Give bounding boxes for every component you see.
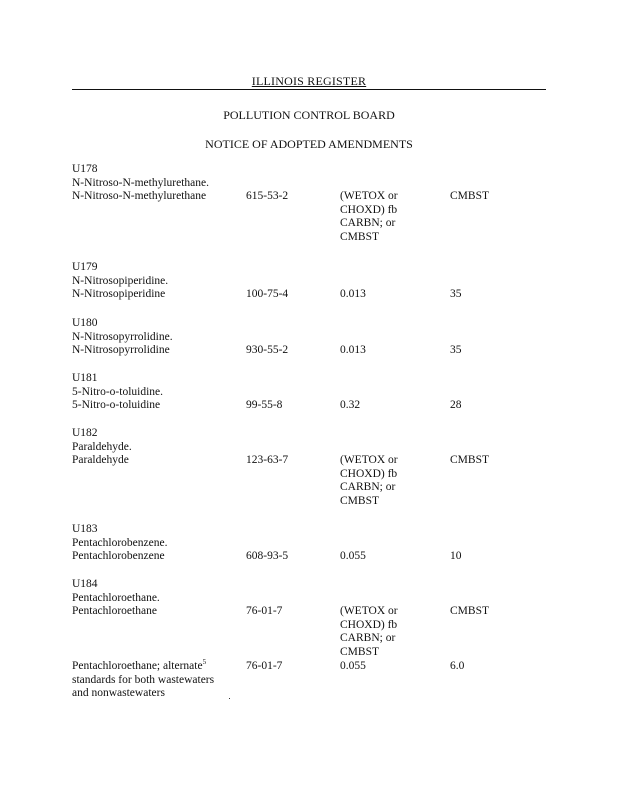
waste-code: U181 [72, 372, 98, 384]
header-rule-left [72, 89, 546, 90]
waste-code: U180 [72, 317, 98, 329]
nonwastewater-standard: 35 [450, 344, 462, 357]
wastewater-standard: CHOXD) fb [340, 203, 398, 216]
entry-u181 [72, 372, 572, 413]
wastewater-standard: 0.013 [340, 288, 366, 301]
entry-alternate [72, 660, 572, 701]
alternate-line: standards for both wastewaters [72, 673, 215, 686]
footnote-marker: 5 [202, 658, 207, 667]
waste-name: N-Nitroso-N-methylurethane. [72, 176, 210, 189]
cas-number: 930-55-2 [246, 344, 289, 357]
alternate-line: Pentachloroethane; alternate [72, 660, 203, 672]
entry-u180 [72, 317, 572, 358]
wastewater-standard: CMBST [340, 230, 379, 243]
wastewater-standard: 0.055 [340, 660, 366, 672]
stray-mark [229, 698, 230, 699]
entry-u184 [72, 578, 572, 660]
cas-number: 76-01-7 [246, 605, 283, 618]
entry-u182 [72, 427, 572, 509]
wastewater-standard: CARBN; or [340, 481, 396, 494]
waste-name: 5-Nitro-o-toluidine. [72, 385, 164, 398]
waste-code: U179 [72, 261, 98, 273]
wastewater-standard: CHOXD) fb [340, 467, 398, 480]
entry-u179 [72, 261, 572, 302]
constituent [72, 660, 206, 674]
constituent: Pentachlorobenzene [72, 550, 165, 563]
wastewater-standard: CMBST [340, 645, 379, 658]
entry-u183 [72, 523, 572, 564]
constituent: Pentachloroethane [72, 605, 157, 618]
nonwastewater-standard: CMBST [450, 454, 489, 467]
waste-name: N-Nitrosopyrrolidine. [72, 330, 173, 343]
constituent: 5-Nitro-o-toluidine [72, 399, 161, 412]
waste-code: U178 [72, 163, 98, 175]
nonwastewater-standard: 35 [450, 288, 462, 301]
cas-number: 123-63-7 [246, 454, 289, 467]
alternate-line: and nonwastewaters [72, 687, 165, 700]
wastewater-standard: 0.013 [340, 344, 366, 357]
waste-code: U184 [72, 578, 98, 590]
nonwastewater-standard: CMBST [450, 605, 489, 618]
waste-code: U182 [72, 427, 98, 439]
nonwastewater-standard: 10 [450, 550, 462, 563]
cas-number: 99-55-8 [246, 399, 283, 412]
cas-number: 615-53-2 [246, 190, 289, 203]
agency-title: POLLUTION CONTROL BOARD [223, 108, 395, 122]
register-title: ILLINOIS REGISTER [251, 74, 367, 88]
cas-number: 608-93-5 [246, 550, 289, 563]
wastewater-standard: 0.32 [340, 399, 361, 412]
wastewater-standard: 0.055 [340, 550, 366, 563]
wastewater-standard: CARBN; or [340, 632, 396, 645]
wastewater-standard: CHOXD) fb [340, 618, 398, 631]
waste-name: N-Nitrosopiperidine. [72, 274, 169, 287]
nonwastewater-standard: CMBST [450, 190, 489, 203]
waste-code: U183 [72, 523, 98, 535]
notice-title: NOTICE OF ADOPTED AMENDMENTS [205, 137, 413, 151]
entry-u178 [72, 163, 572, 245]
wastewater-standard: CMBST [340, 494, 379, 507]
nonwastewater-standard: 28 [450, 399, 462, 412]
wastewater-standard: (WETOX or [340, 190, 398, 203]
constituent: N-Nitrosopiperidine [72, 288, 166, 301]
wastewater-standard: (WETOX or [340, 605, 398, 618]
cas-number: 76-01-7 [246, 660, 283, 672]
nonwastewater-standard: 6.0 [450, 660, 465, 672]
wastewater-standard: (WETOX or [340, 454, 398, 467]
waste-name: Pentachloroethane. [72, 591, 160, 604]
constituent: N-Nitrosopyrrolidine [72, 344, 170, 357]
wastewater-standard: CARBN; or [340, 217, 396, 230]
cas-number: 100-75-4 [246, 288, 289, 301]
constituent: Paraldehyde [72, 454, 129, 467]
constituent: N-Nitroso-N-methylurethane [72, 190, 207, 203]
waste-name: Paraldehyde. [72, 440, 132, 453]
waste-name: Pentachlorobenzene. [72, 536, 168, 549]
